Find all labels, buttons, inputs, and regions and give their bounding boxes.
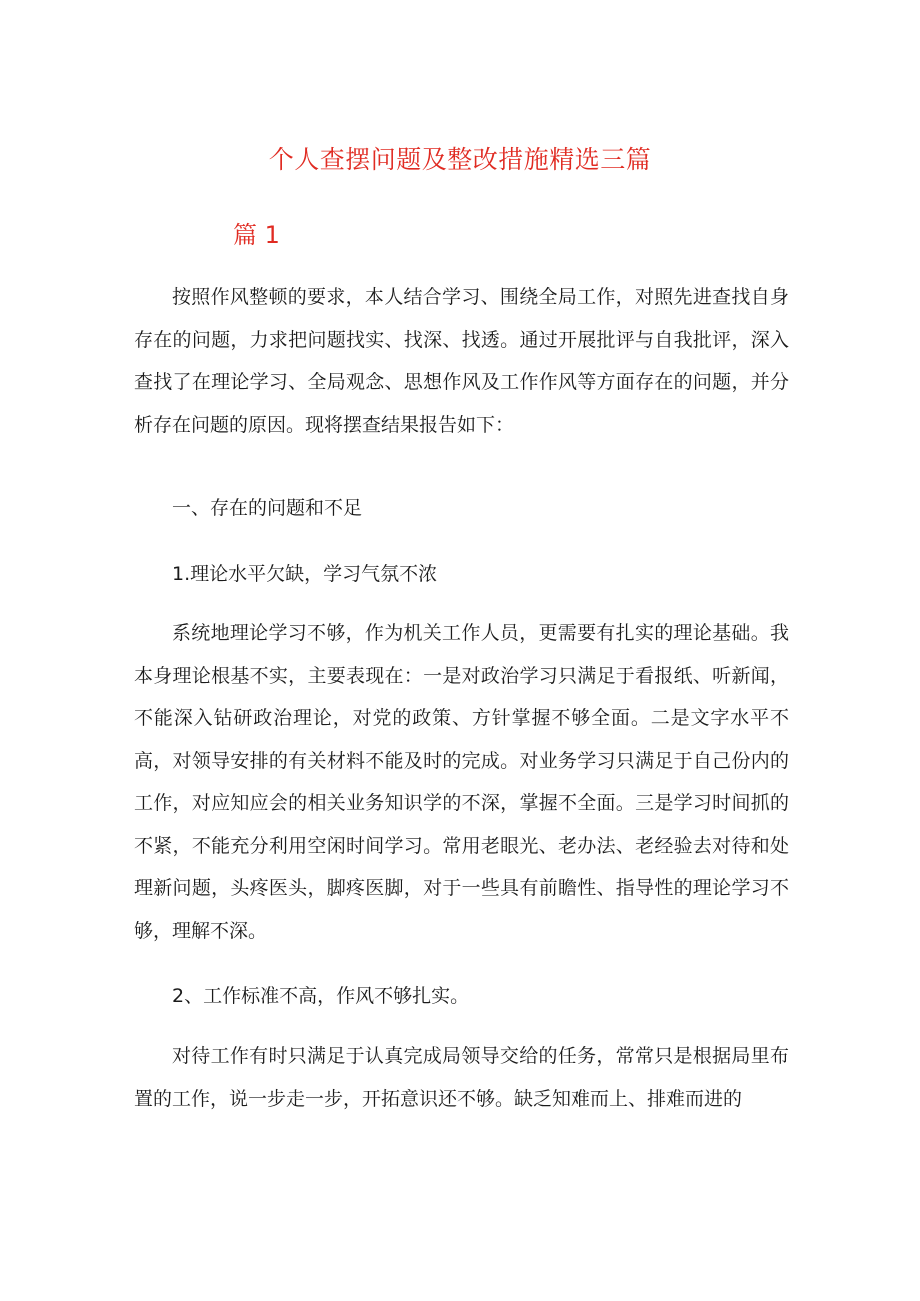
heading-problems: 一、存在的问题和不足 <box>172 497 363 519</box>
paragraph-theory: 系统地理论学习不够，作为机关工作人员，更需要有扎实的理论基础。我本身理论根基不实，主要表现在：一是对政治学习只满足于看报纸、听新闻，不能深入钻研政治理论，对党的政策、方针掌握不够全面。二是文字水平不高，对领导安排的有关材料不能及时的完成。对业务学习只满足于自己份内的工作，对应知应会的相关业务知识学的不深，掌握不全面。三是学习时间抓的不紧，不能充分利用空闲时间学习。常用老眼光、老办法、老经验去对待和处理新问题，头疼医头，脚疼医脚，对于一些具有前瞻性、指导性的理论学习不够，理解不深。 <box>134 622 789 942</box>
section-label: 篇 1 <box>233 221 280 249</box>
document-title: 个人查摆问题及整改措施精选三篇 <box>268 145 652 174</box>
subheading-work-standard: 2、工作标准不高，作风不够扎实。 <box>172 985 470 1007</box>
subheading-theory: 1.理论水平欠缺，学习气氛不浓 <box>172 563 438 585</box>
paragraph-work-standard: 对待工作有时只满足于认真完成局领导交给的任务，常常只是根据局里布置的工作，说一步走一步，开拓意识还不够。缺乏知难而上、排难而进的 <box>134 1045 789 1110</box>
intro-paragraph: 按照作风整顿的要求，本人结合学习、围绕全局工作，对照先进查找自身存在的问题，力求把问题找实、找深、找透。通过开展批评与自我批评，深入查找了在理论学习、全局观念、思想作风及工作作风等方面存在的问题，并分析存在问题的原因。现将摆查结果报告如下： <box>134 286 789 436</box>
